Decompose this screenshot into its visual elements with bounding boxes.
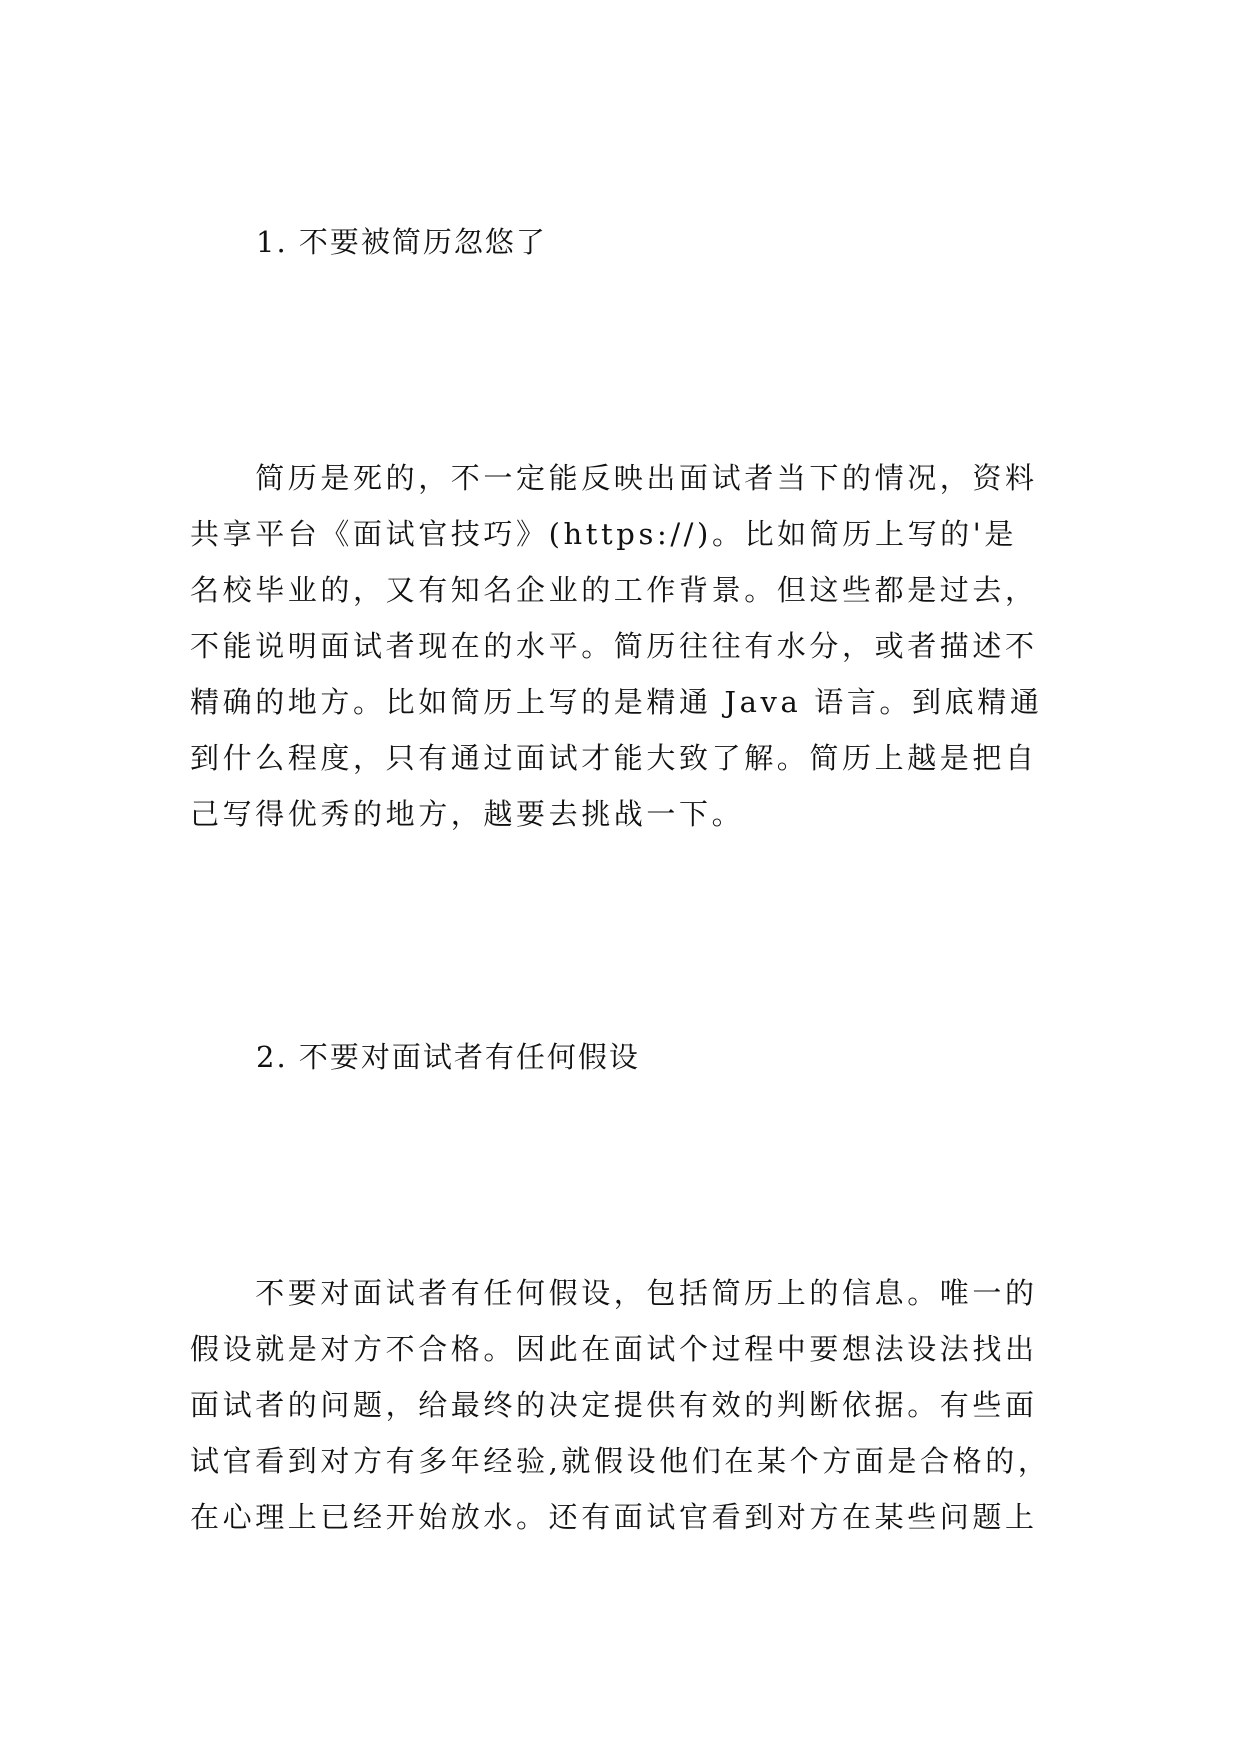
paragraph-line: 假设就是对方不合格。因此在面试个过程中要想法设法找出 bbox=[190, 1332, 1038, 1366]
paragraph-line: 己写得优秀的地方，越要去挑战一下。 bbox=[190, 797, 745, 831]
paragraph-line: 简历是死的，不一定能反映出面试者当下的情况，资料 bbox=[190, 461, 1038, 495]
paragraph-line: 不能说明面试者现在的水平。简历往往有水分，或者描述不 bbox=[190, 629, 1038, 663]
paragraph-line: 不要对面试者有任何假设，包括简历上的信息。唯一的 bbox=[190, 1276, 1038, 1310]
paragraph-line: 到什么程度，只有通过面试才能大致了解。简历上越是把自 bbox=[190, 741, 1038, 775]
paragraph-line: 精确的地方。比如简历上写的是精通 Java 语言。到底精通 bbox=[190, 685, 1043, 719]
paragraph-line: 面试者的问题，给最终的决定提供有效的判断依据。有些面 bbox=[190, 1388, 1038, 1422]
paragraph-line: 共享平台《面试官技巧》(https://)。比如简历上写的'是 bbox=[190, 517, 1017, 551]
section-paragraph-1 bbox=[190, 450, 1054, 842]
section-heading-1: 1. 不要被简历忽悠了 bbox=[256, 225, 547, 259]
section-paragraph-2 bbox=[190, 1265, 1054, 1545]
paragraph-line: 名校毕业的，又有知名企业的工作背景。但这些都是过去， bbox=[190, 573, 1038, 607]
paragraph-line: 在心理上已经开始放水。还有面试官看到对方在某些问题上 bbox=[190, 1500, 1038, 1534]
paragraph-line: 试官看到对方有多年经验,就假设他们在某个方面是合格的， bbox=[190, 1444, 1051, 1478]
section-heading-2: 2. 不要对面试者有任何假设 bbox=[256, 1040, 640, 1074]
